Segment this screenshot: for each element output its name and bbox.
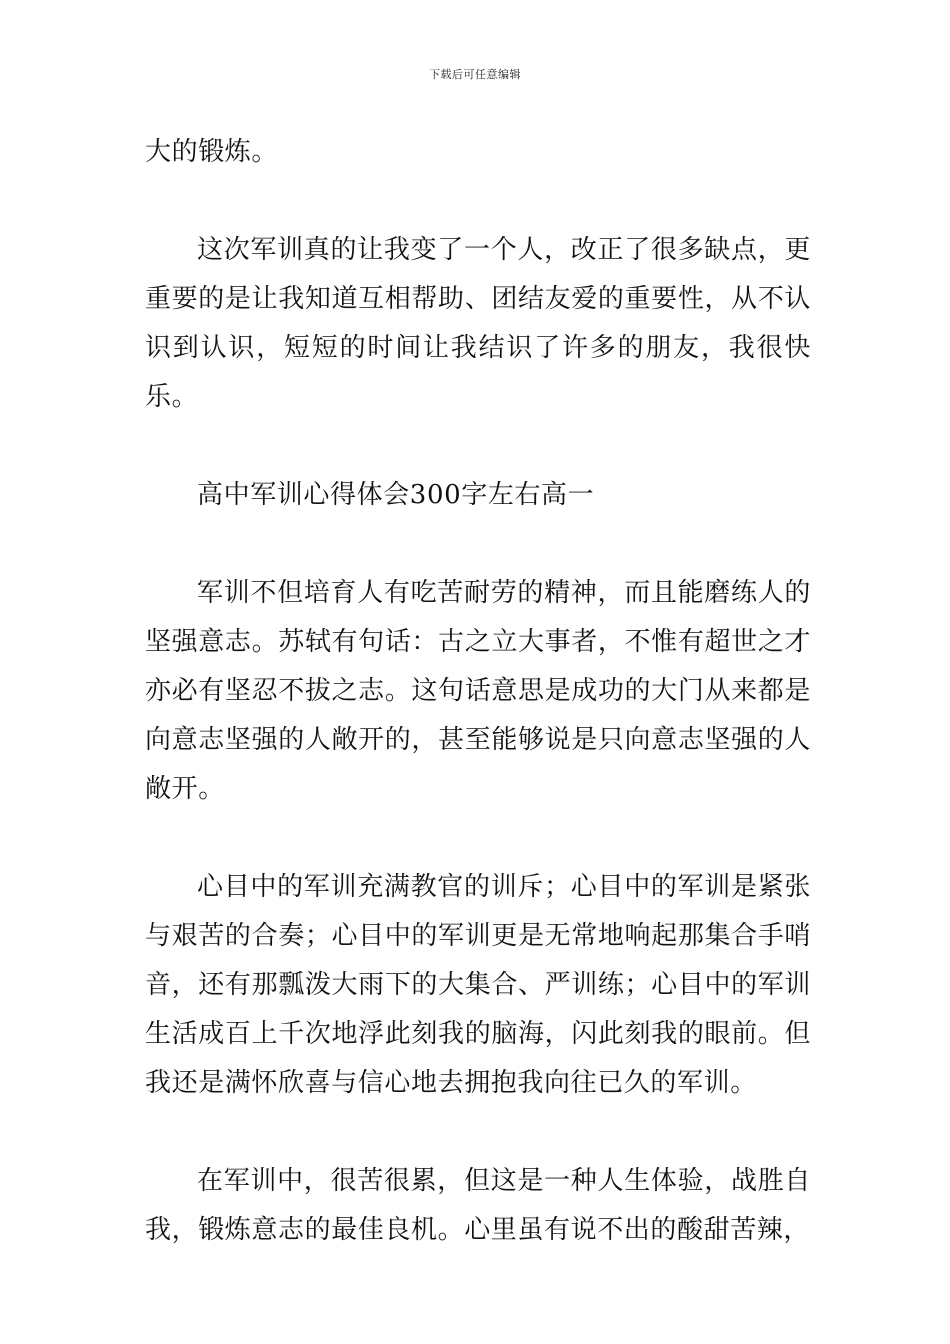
page-header: 下载后可任意编辑 [429,68,521,81]
section-heading: 高中军训心得体会300字左右高一 [197,480,595,510]
paragraph-4: 心目中的军训充满教官的训斥；心目中的军训是紧张与艰苦的合奏；心目中的军训更是无常地响起那集合手哨音，还有那瓢泼大雨下的大集合、严训练；心目中的军训生活成百上千次地浮此刻我的脑海，闪此刻我的眼前。但我还是满怀欣喜与信心地去拥抱我向往已久的军训。 [145,872,811,1098]
paragraph-3: 军训不但培育人有吃苦耐劳的精神，而且能磨练人的坚强意志。苏轼有句话：古之立大事者，不惟有超世之才亦必有坚忍不拔之志。这句话意思是成功的大门从来都是向意志坚强的人敞开的，甚至能够说是只向意志坚强的人敞开。 [145,578,811,804]
paragraph-1: 大的锻炼。 [145,137,279,167]
paragraph-2: 这次军训真的让我变了一个人，改正了很多缺点，更重要的是让我知道互相帮助、团结友爱的重要性，从不认识到认识，短短的时间让我结识了许多的朋友，我很快乐。 [145,235,811,412]
paragraph-5: 在军训中，很苦很累，但这是一种人生体验，战胜自我，锻炼意志的最佳良机。心里虽有说不出的酸甜苦辣， [145,1166,811,1245]
document-body [145,128,811,1304]
